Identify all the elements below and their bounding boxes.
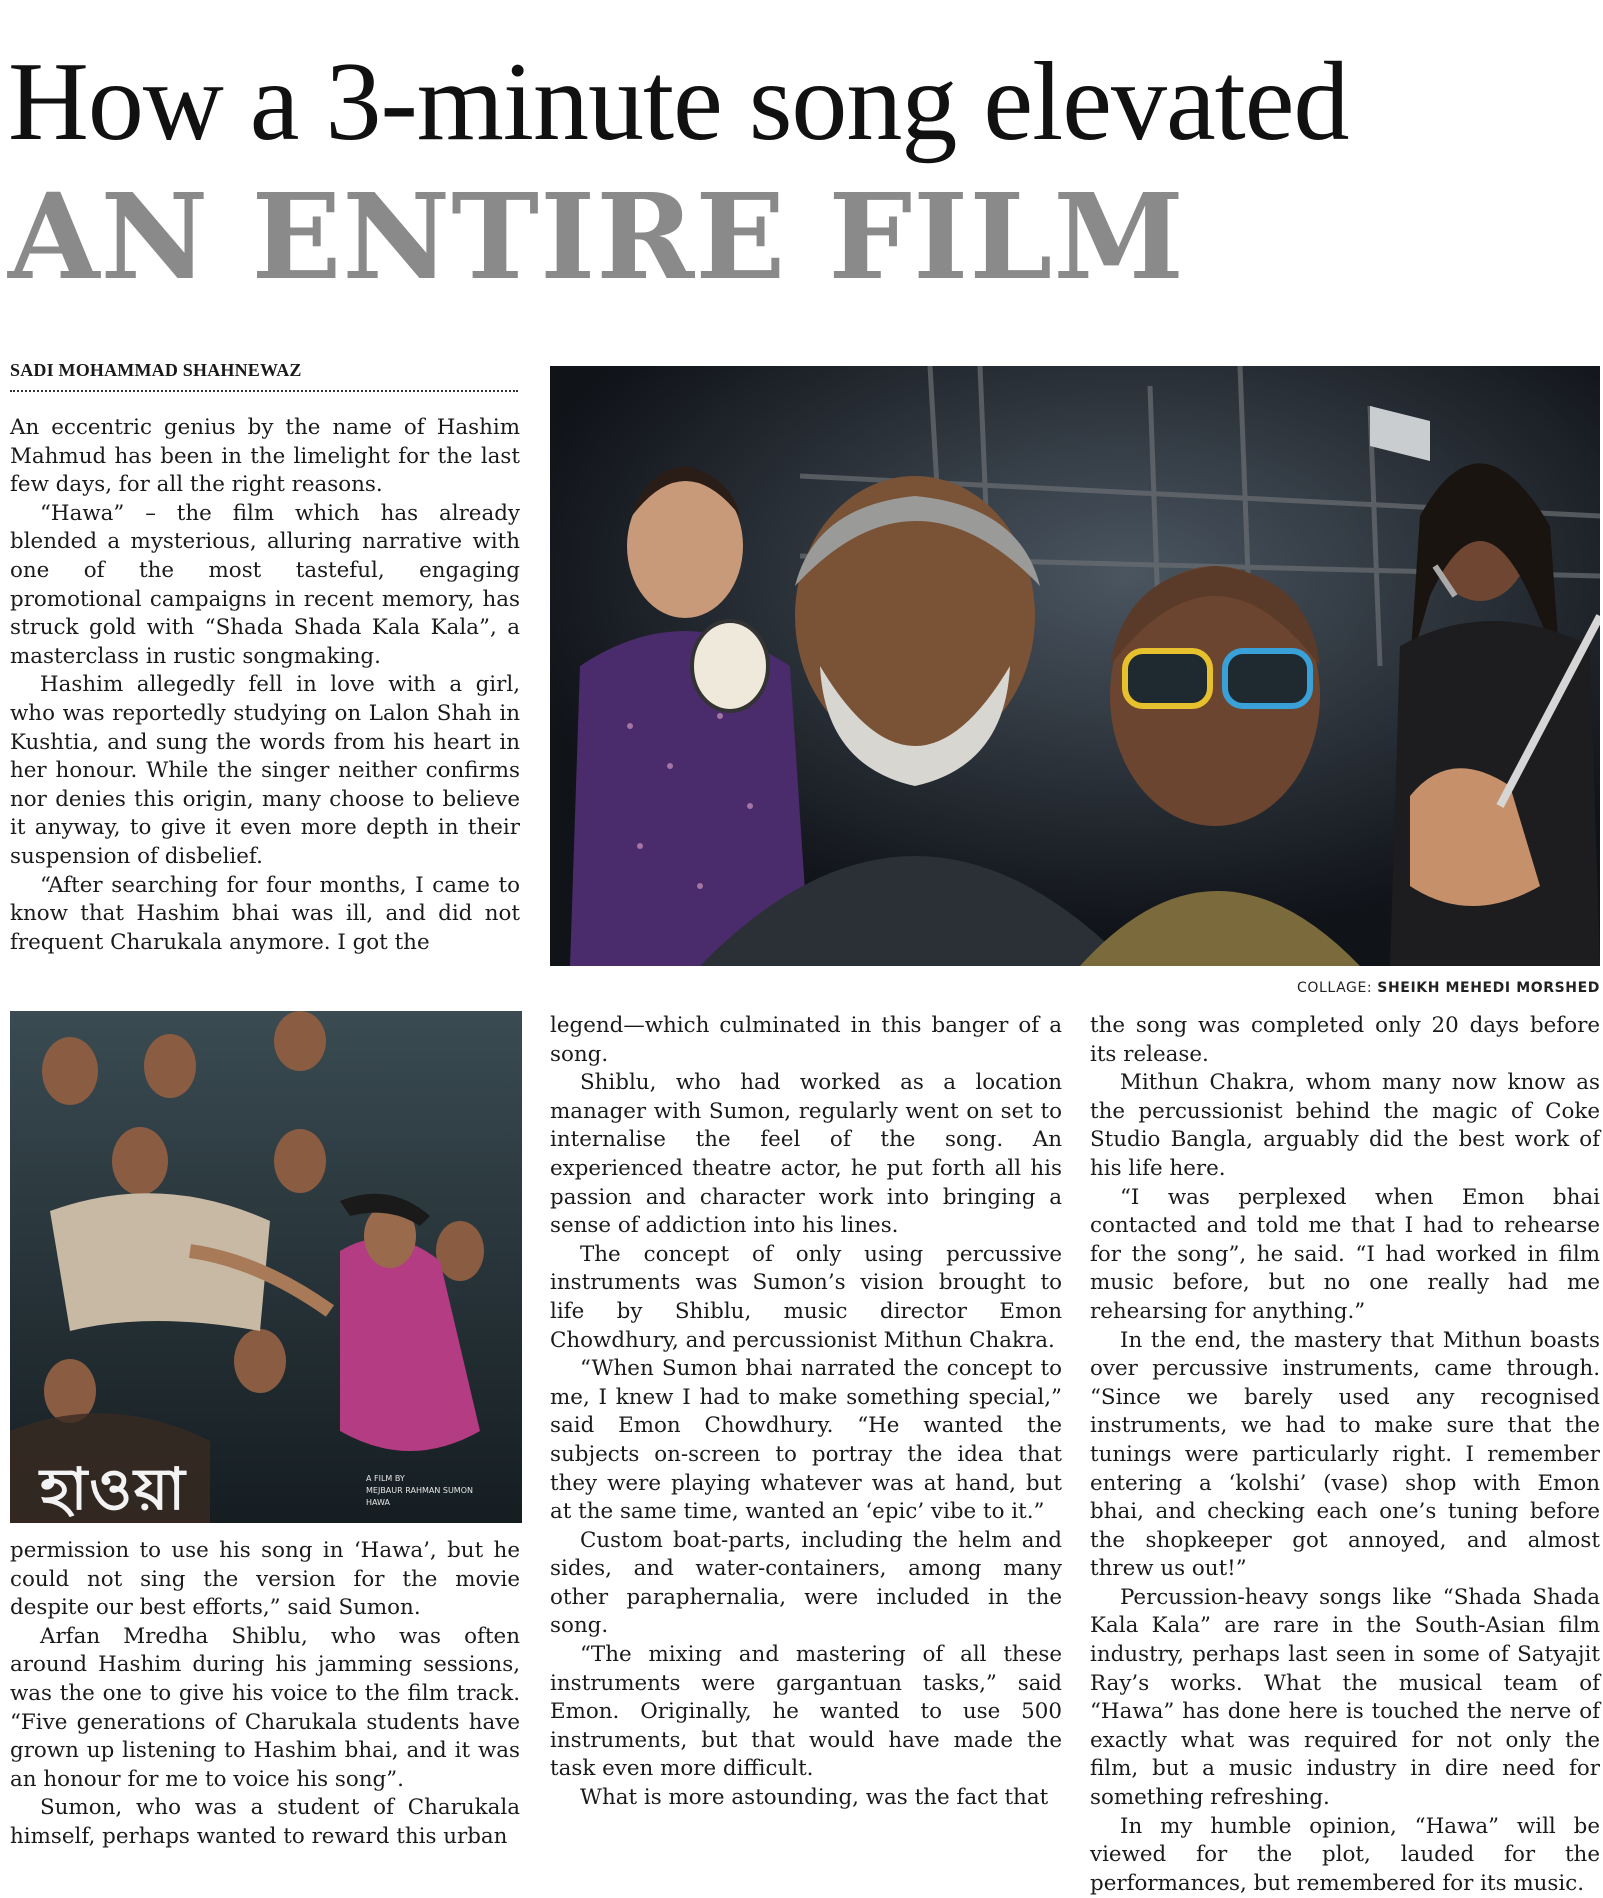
paragraph: In my humble opinion, “Hawa” will be viewed for the plot, lauded for the performances, but remembered for its music. [1090,1813,1600,1896]
paragraph: permission to use his song in ‘Hawa’, but he could not sing the version for the movie despite our best efforts,” said Sumon. [10,1538,520,1621]
paragraph: Shiblu, who had worked as a location manager with Sumon, regularly went on set to internalise the feel of the song. An experienced theatre actor, he put forth all his passion and character work into bringing a sense of addiction into his lines. [550,1070,1062,1239]
paragraph: Mithun Chakra, whom many now know as the percussionist behind the magic of Coke Studio Bangla, arguably did the best work of his life here. [1090,1070,1600,1181]
photo-credit [1100,980,1600,996]
paragraph: Custom boat-parts, including the helm and sides, and water-containers, among many other paraphernalia, were included in the song. [550,1527,1062,1639]
paragraph: “When Sumon bhai narrated the concept to me, I knew I had to make something special,” said Emon Chowdhury. “He wanted the subjects on-screen to portray the idea that they were playing whatever was at hand, but at the same time, wanted an ‘epic’ vibe to it.” [550,1356,1062,1525]
paragraph: An eccentric genius by the name of Hashim Mahmud has been in the limelight for the last few days, for all the right reasons. [10,415,520,498]
paragraph: What is more astounding, was the fact that [580,1785,1049,1811]
poster-credit-line: A FILM BY [366,1474,405,1483]
paragraph: “I was perplexed when Emon bhai contacted and told me that I had to rehearse for the song”, he said. “I had worked in film music before, but no one really had me rehearsing for anything.” [1090,1184,1600,1324]
poster-credits [366,1473,516,1509]
headline-line-2: AN ENTIRE FILM [8,167,1185,306]
poster-credit-line: MEJBAUR RAHMAN SUMON [366,1486,473,1495]
poster-credit-line: HAWA [366,1498,390,1507]
paragraph: legend—which culminated in this banger of a song. [550,1013,1062,1067]
paragraph: Sumon, who was a student of Charukala himself, perhaps wanted to reward this urban [10,1795,520,1849]
film-poster [10,1011,522,1523]
column-2 [550,1012,1062,1813]
paragraph: “The mixing and mastering of all these instruments were gargantuan tasks,” said Emon. Originally, he wanted to use 500 instruments, but that would have made the task even more difficult. [550,1642,1062,1782]
paragraph: “Hawa” – the film which has already blended a mysterious, alluring narrative with one of the most tasteful, engaging promotional campaigns in recent memory, has struck gold with “Shada Shada Kala Kala”, a masterclass in rustic songmaking. [10,500,520,669]
paragraph: In the end, the mastery that Mithun boasts over percussive instruments, came through. “Since we barely used any recognised instruments, we had to make sure that the tunings were particularly right. I remember entering a ‘kolshi’ (vase) shop with Emon bhai, and checking each one’s tuning before the shopkeeper got annoyed, and almost threw us out!” [1090,1327,1600,1582]
byline: SADI MOHAMMAD SHAHNEWAZ [10,360,518,392]
collage-illustration [550,366,1600,966]
paragraph: The concept of only using percussive instruments was Sumon’s vision brought to life by Shiblu, music director Emon Chowdhury, and percussionist Mithun Chakra. [550,1241,1062,1353]
paragraph: Percussion-heavy songs like “Shada Shada Kala Kala” are rare in the South-Asian film industry, perhaps last seen in some of Satyajit Ray’s works. What the musical team of “Hawa” has done here is touched the nerve of exactly what was required for not only the film, but a music industry in dire need for something refreshing. [1090,1584,1600,1811]
poster-title: হাওয়া [40,1455,187,1523]
paragraph: “After searching for four months, I came to know that Hashim bhai was ill, and did not frequent Charukala anymore. I got the [10,872,520,955]
paragraph: the song was completed only 20 days before its release. [1090,1013,1600,1067]
credit-label: COLLAGE: [1296,980,1373,996]
column-3 [1090,1012,1600,1898]
collage-photo [550,366,1600,966]
column-1-bottom [10,1537,520,1852]
paragraph: Hashim allegedly fell in love with a girl, who was reportedly studying on Lalon Shah in Kushtia, and sung the words from his heart in her honour. While the singer neither confirms nor denies this origin, many choose to believe it anyway, to give it even more depth in their suspension of disbelief. [10,672,520,869]
credit-name: SHEIKH MEHEDI MORSHED [1377,980,1600,996]
headline-line-1: How a 3-minute song elevated [8,40,1349,164]
column-1-top [10,414,520,957]
paragraph: Arfan Mredha Shiblu, who was often around Hashim during his jamming sessions, was the one to give his voice to the film track. “Five generations of Charukala students have grown up listening to Hashim bhai, and it was an honour for me to voice his song”. [10,1623,520,1792]
